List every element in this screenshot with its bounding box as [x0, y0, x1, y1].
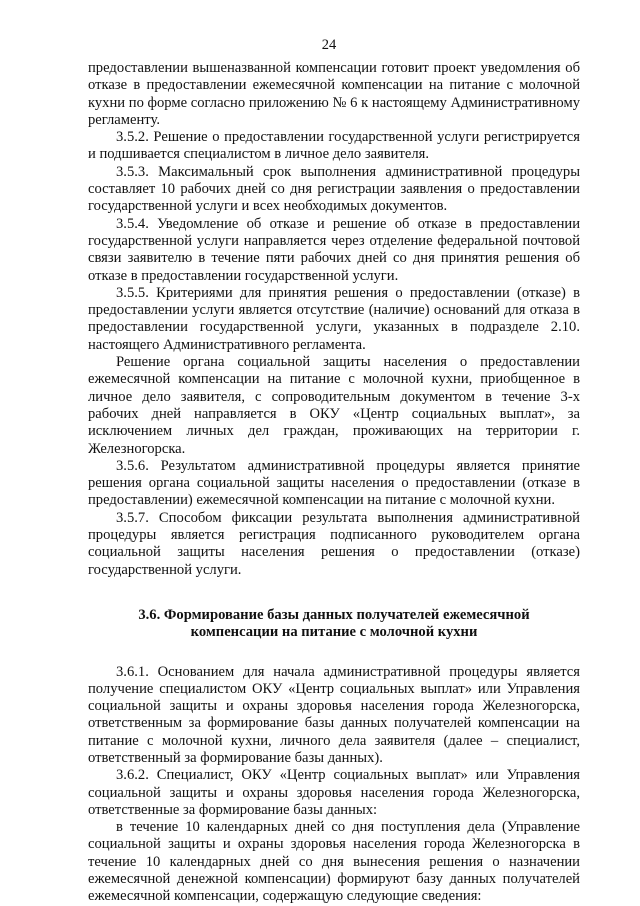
- paragraph-database-fields: в течение 10 календарных дней со дня поступления дела (Управление социальной защиты и охраны здоровья населения города Железногорска в течение 10 календарных дней со дня вынесения решения о назначении ежемесячной денежной компенсации) формируют базу данных получателей ежемесячной компенсации, содержащую следующие сведения:: [88, 819, 580, 905]
- paragraph-3-5-6: 3.5.6. Результатом административной процедуры является принятие решения органа социальной защиты населения о предоставлении (отказе в предоставлении) ежемесячной компенсации на питание с молочной кухни.: [88, 457, 580, 509]
- section-heading-3-6: 3.6. Формирование базы данных получателей ежемесячной компенсации на питание с молочной кухни: [138, 606, 530, 641]
- section-3-6-body: [88, 664, 580, 906]
- paragraph-3-5-4: 3.5.4. Уведомление об отказе и решение об отказе в предоставлении государственной услуги направляется через отделение федеральной почтовой связи заявителю в течение пяти рабочих дней со дня принятия решения об отказе в предоставлении государственной услуги.: [88, 215, 580, 284]
- paragraph-3-5-7: 3.5.7. Способом фиксации результата выполнения административной процедуры является регистрация подписанного руководителем органа социальной защиты населения решения о предоставлении (отказе) государственной услуги.: [88, 509, 580, 578]
- paragraph-3-5-2: 3.5.2. Решение о предоставлении государственной услуги регистрируется и подшивается специалистом в личное дело заявителя.: [88, 129, 580, 163]
- paragraph-continuation: предоставлении вышеназванной компенсации готовит проект уведомления об отказе в предоставлении ежемесячной компенсации на питание с молочной кухни по форме согласно приложению № 6 к настоящему Административному регламенту.: [88, 60, 580, 128]
- paragraph-3-5-3: 3.5.3. Максимальный срок выполнения административной процедуры составляет 10 рабочих дней со дня регистрации заявления о предоставлении государственной услуги и всех необходимых документов.: [88, 163, 580, 215]
- paragraph-3-6-1: 3.6.1. Основанием для начала административной процедуры является получение специалистом ОКУ «Центр социальных выплат» или Управления социальной защиты и охраны здоровья населения города Железногорска, ответственным за формирование базы данных получателей компенсации на питание с молочной кухни, личного дела заявителя (далее – специалист, ответственный за формирование базы данных).: [88, 663, 580, 766]
- section-3-5-body: [88, 60, 580, 579]
- paragraph-decision: Решение органа социальной защиты населения о предоставлении ежемесячной компенсации на питание с молочной кухни, приобщенное в личное дело заявителя, с сопроводительным документом в течение 3-х рабочих дней направляется в ОКУ «Центр социальных выплат», за исключением личных дел граждан, проживающих на территории г. Железногорска.: [88, 354, 580, 457]
- page-number: 24: [321, 37, 337, 53]
- paragraph-3-5-5: 3.5.5. Критериями для принятия решения о предоставлении (отказе) в предоставлении услуги является отсутствие (наличие) оснований для отказа в предоставлении государственной услуги, указанных в подразделе 2.10. настоящего Административного регламента.: [88, 284, 580, 353]
- paragraph-3-6-2: 3.6.2. Специалист, ОКУ «Центр социальных выплат» или Управления социальной защиты и охраны здоровья населения города Железногорска, ответственные за формирование базы данных:: [88, 767, 580, 818]
